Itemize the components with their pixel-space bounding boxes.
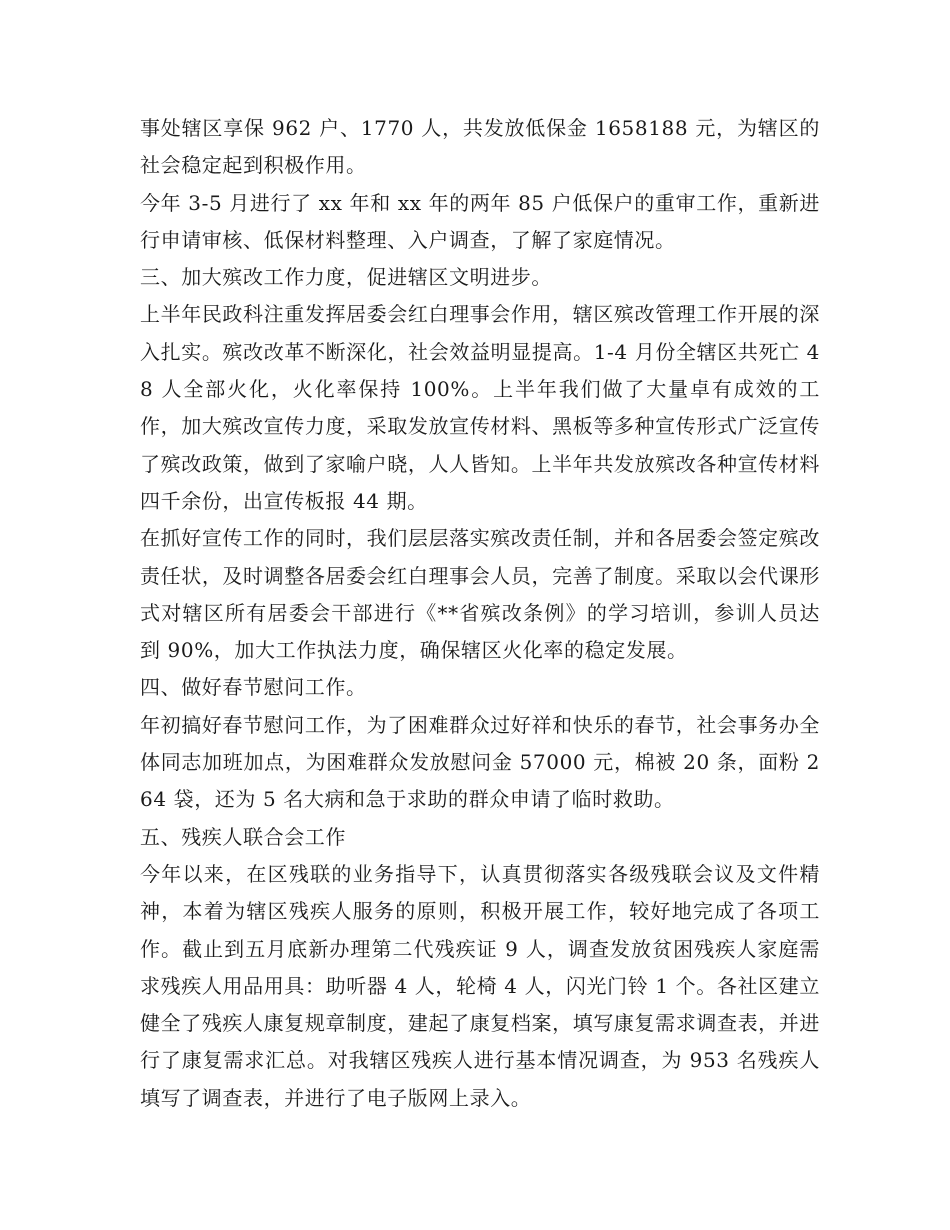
- section-heading-spring-festival: 四、做好春节慰问工作。: [140, 675, 367, 700]
- paragraph-low-income-summary: 事处辖区享保 962 户、1770 人，共发放低保金 1658188 元，为辖区的社会稳定起到积极作用。: [140, 116, 820, 178]
- paragraph-spring-festival-visits: 年初搞好春节慰问工作，为了困难群众过好祥和快乐的春节，社会事务办全体同志加班加点，为困难群众发放慰问金 57000 元，棉被 20 条，面粉 264 袋，还为 5 名大病和急于求助的群众申请了临时救助。: [140, 712, 820, 812]
- section-heading-funeral-reform: 三、加大殡改工作力度，促进辖区文明进步。: [140, 265, 552, 290]
- paragraph-disabled-federation-work: 今年以来，在区残联的业务指导下，认真贯彻落实各级残联会议及文件精神，本着为辖区残疾人服务的原则，积极开展工作，较好地完成了各项工作。截止到五月底新办理第二代残疾证 9 人，调查发放贫困残疾人家庭需求残疾人用品用具：助听器 4 人，轮椅 4 人，闪光门铃 1 个。各社区建立健全了残疾人康复规章制度，建起了康复档案，填写康复需求调查表，并进行了康复需求汇总。对我辖区残疾人进行基本情况调查，为 953 名残疾人填写了调查表，并进行了电子版网上录入。: [140, 861, 820, 1110]
- paragraph-funeral-reform-progress: 上半年民政科注重发挥居委会红白理事会作用，辖区殡改管理工作开展的深入扎实。殡改改革不断深化，社会效益明显提高。1-4 月份全辖区共死亡 48 人全部火化，火化率保持 100%。上半年我们做了大量卓有成效的工作，加大殡改宣传力度，采取发放宣传材料、黑板等多种宣传形式广泛宣传了殡改政策，做到了家喻户晓，人人皆知。上半年共发放殡改各种宣传材料四千余份，出宣传板报 44 期。: [140, 302, 820, 513]
- paragraph-funeral-reform-responsibility: 在抓好宣传工作的同时，我们层层落实殡改责任制，并和各居委会签定殡改责任状，及时调整各居委会红白理事会人员，完善了制度。采取以会代课形式对辖区所有居委会干部进行《**省殡改条例》的学习培训，参训人员达到 90%，加大工作执法力度，确保辖区火化率的稳定发展。: [140, 526, 820, 663]
- section-heading-disabled-federation: 五、残疾人联合会工作: [140, 824, 346, 849]
- document-body: [140, 110, 820, 1117]
- paragraph-low-income-review: 今年 3-5 月进行了 xx 年和 xx 年的两年 85 户低保户的重审工作，重新进行申请审核、低保材料整理、入户调查，了解了家庭情况。: [140, 190, 820, 252]
